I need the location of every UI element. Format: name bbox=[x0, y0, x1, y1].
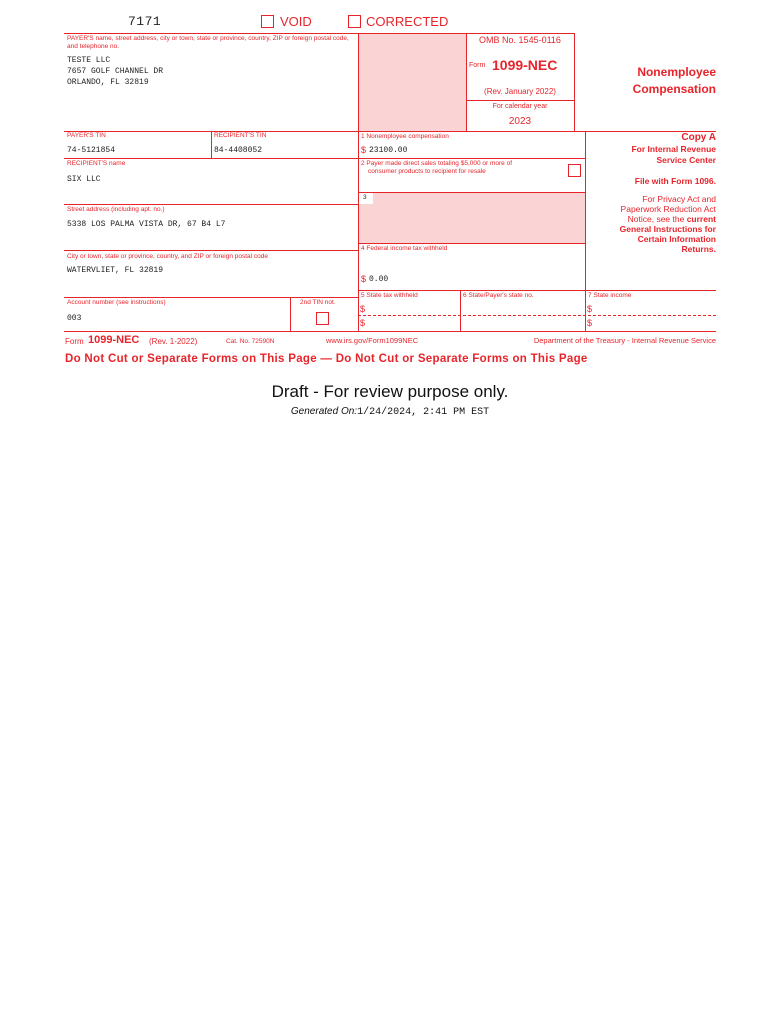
shaded-area-top bbox=[358, 33, 466, 131]
box3-label: 3 bbox=[363, 194, 367, 201]
box2-label-line2: consumer products to recipient for resale bbox=[368, 168, 486, 175]
payer-label: PAYER'S name, street address, city or town, state or province, country, ZIP or foreign postal code, and telephone no. bbox=[67, 35, 349, 50]
grid-dashed-line bbox=[358, 315, 716, 316]
privacy-line3-current: current bbox=[686, 214, 716, 224]
box3-shaded-area bbox=[358, 192, 585, 243]
generated-on bbox=[0, 406, 768, 418]
cut-warning: Do Not Cut or Separate Forms on This Page — Do Not Cut or Separate Forms on This Page bbox=[65, 353, 588, 365]
payer-city: ORLANDO, FL 32819 bbox=[67, 78, 149, 87]
void-checkbox[interactable] bbox=[261, 15, 274, 28]
privacy-line4: General Instructions for bbox=[619, 224, 716, 234]
grid-line bbox=[64, 158, 585, 159]
copy-line2: Service Center bbox=[656, 155, 716, 165]
box4-currency: $ bbox=[361, 274, 367, 284]
box5-currency-2: $ bbox=[360, 318, 366, 328]
box4-label: 4 Federal income tax withheld bbox=[361, 245, 448, 252]
payer-street: 7657 GOLF CHANNEL DR bbox=[67, 67, 164, 76]
corrected-checkbox[interactable] bbox=[348, 15, 361, 28]
grid-line bbox=[358, 33, 359, 331]
footer-form-word: Form bbox=[65, 337, 84, 346]
privacy-line1: For Privacy Act and bbox=[642, 194, 716, 204]
city-value: WATERVLIET, FL 32819 bbox=[67, 266, 164, 275]
grid-line bbox=[358, 192, 585, 193]
recipient-tin-label: RECIPIENT'S TIN bbox=[214, 132, 267, 139]
draft-title: Draft - For review purpose only. bbox=[271, 382, 509, 401]
void-label: VOID bbox=[280, 14, 312, 29]
grid-line bbox=[358, 290, 716, 291]
form-revision: (Rev. January 2022) bbox=[484, 87, 556, 96]
city-label: City or town, state or province, country, and ZIP or foreign postal code bbox=[67, 253, 268, 260]
box5-label: 5 State tax withheld bbox=[361, 292, 418, 299]
grid-line bbox=[64, 33, 574, 34]
second-tin-checkbox[interactable] bbox=[316, 312, 329, 325]
grid-line bbox=[290, 297, 291, 331]
footer-revision: (Rev. 1-2022) bbox=[149, 337, 198, 346]
box1-currency: $ bbox=[361, 145, 367, 155]
grid-line bbox=[460, 290, 461, 331]
grid-line bbox=[466, 100, 574, 101]
footer-form-name: 1099-NEC bbox=[88, 334, 140, 346]
footer-department: Department of the Treasury - Internal Revenue Service bbox=[533, 336, 716, 345]
copy-title: Copy A bbox=[681, 132, 716, 143]
grid-line bbox=[64, 297, 358, 298]
privacy-line3 bbox=[590, 214, 716, 224]
generated-on-value: 1/24/2024, 2:41 PM EST bbox=[357, 407, 490, 418]
corrected-label: CORRECTED bbox=[366, 14, 449, 29]
recipient-name-value: SIX LLC bbox=[67, 175, 101, 184]
recipient-name-label: RECIPIENT'S name bbox=[67, 160, 126, 167]
recipient-tin-value: 84-4408052 bbox=[214, 146, 263, 155]
generated-on-label: Generated On: bbox=[290, 406, 358, 417]
street-value: 5338 LOS PALMA VISTA DR, 67 B4 L7 bbox=[67, 220, 226, 229]
privacy-line3-text: Notice, see the bbox=[627, 214, 685, 224]
copy-line1: For Internal Revenue bbox=[631, 144, 716, 154]
footer-website[interactable]: www.irs.gov/Form1099NEC bbox=[326, 336, 419, 345]
payer-tin-label: PAYER'S TIN bbox=[67, 132, 106, 139]
calendar-year-label: For calendar year bbox=[492, 103, 548, 110]
form-word: Form bbox=[469, 62, 486, 69]
grid-line bbox=[211, 131, 212, 158]
form-name: 1099-NEC bbox=[492, 57, 558, 73]
box4-value: 0.00 bbox=[369, 275, 389, 284]
grid-line bbox=[585, 131, 586, 331]
box2-checkbox[interactable] bbox=[568, 164, 581, 177]
payer-name: TESTE LLC bbox=[67, 56, 111, 65]
second-tin-label: 2nd TIN not. bbox=[300, 299, 336, 306]
privacy-line5: Certain Information bbox=[637, 234, 716, 244]
payer-tin-value: 74-5121854 bbox=[67, 146, 116, 155]
grid-line bbox=[64, 204, 358, 205]
copy-file-with: File with Form 1096. bbox=[634, 176, 716, 186]
box1-label: 1 Nonemployee compensation bbox=[361, 133, 449, 140]
grid-line bbox=[64, 331, 716, 332]
account-number-label: Account number (see instructions) bbox=[67, 299, 166, 306]
privacy-line2: Paperwork Reduction Act bbox=[620, 204, 716, 214]
privacy-line6: Returns. bbox=[681, 244, 716, 254]
form-control-number: 7171 bbox=[128, 14, 162, 29]
omb-number: OMB No. 1545-0116 bbox=[479, 35, 561, 45]
grid-line bbox=[358, 243, 585, 244]
form-title-line2: Compensation bbox=[632, 82, 716, 96]
box6-label: 6 State/Payer's state no. bbox=[463, 292, 534, 299]
box5-currency-1: $ bbox=[360, 304, 366, 314]
box7-label: 7 State income bbox=[588, 292, 632, 299]
box2-label-line1: 2 Payer made direct sales totaling $5,000 or more of bbox=[361, 160, 513, 167]
box1-value: 23100.00 bbox=[369, 146, 408, 155]
street-label: Street address (including apt. no.) bbox=[67, 206, 165, 213]
footer-cat-no: Cat. No. 72590N bbox=[226, 338, 275, 345]
form-title-line1: Nonemployee bbox=[637, 65, 716, 79]
grid-line bbox=[574, 33, 575, 131]
box7-currency-2: $ bbox=[587, 318, 593, 328]
calendar-year: 2023 bbox=[508, 116, 532, 127]
box7-currency-1: $ bbox=[587, 304, 593, 314]
account-number-value: 003 bbox=[67, 314, 82, 323]
grid-line bbox=[64, 250, 358, 251]
